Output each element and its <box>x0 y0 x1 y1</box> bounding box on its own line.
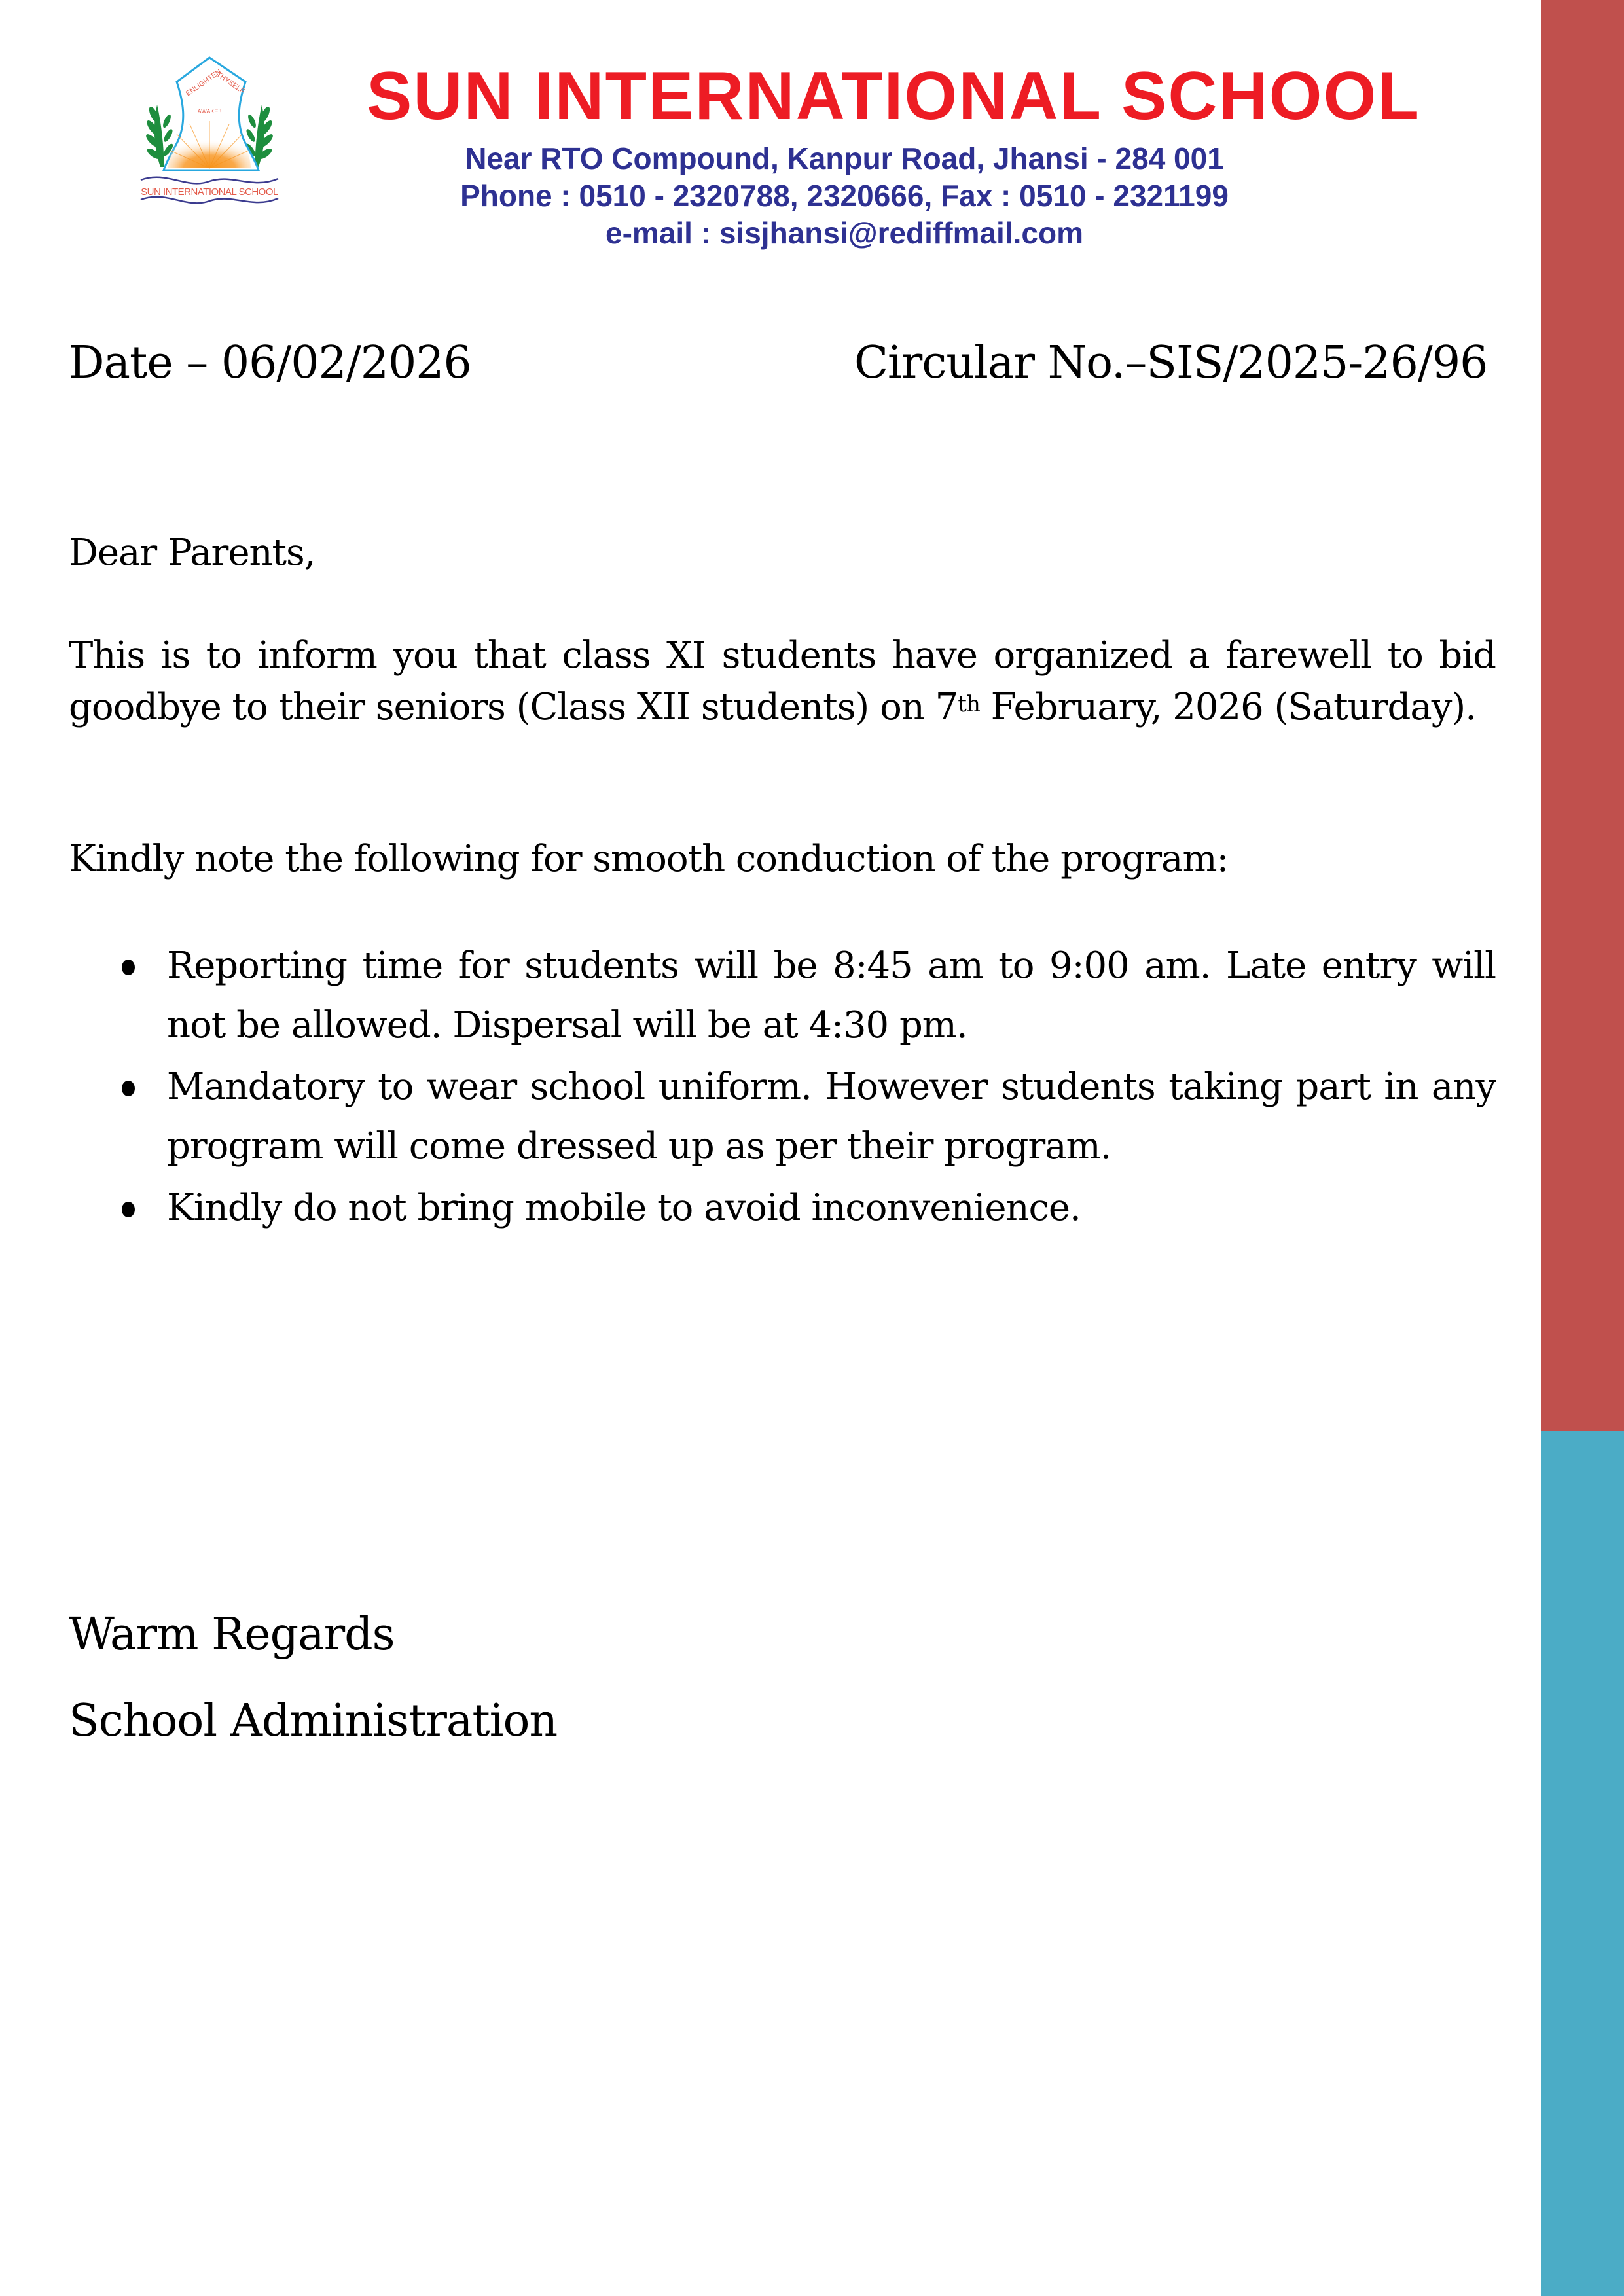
svg-text:ENLIGHTEN: ENLIGHTEN <box>184 67 223 98</box>
date-ordinal-suffix: th <box>958 691 980 717</box>
circular-date: Date – 06/02/2026 <box>69 337 471 389</box>
list-item-text: Reporting time for students will be 8:45 am to 9:00 am. Late entry will not be allowed. Dispersal will be at 4:30 pm. <box>167 944 1496 1047</box>
bullet-icon <box>122 1081 135 1096</box>
svg-text:THYSELF: THYSELF <box>215 70 246 96</box>
list-item-text: Kindly do not bring mobile to avoid inconvenience. <box>167 1187 1081 1229</box>
list-item <box>69 1057 1496 1176</box>
school-address: Near RTO Compound, Kanpur Road, Jhansi - 284 001 <box>465 141 1224 175</box>
list-item <box>69 936 1496 1055</box>
signatory: School Administration <box>69 1695 558 1747</box>
closing-regards: Warm Regards <box>69 1609 395 1660</box>
announcement-date-tail: February, 2026 (Saturday). <box>979 686 1477 728</box>
bullet-icon <box>122 960 135 975</box>
school-logo-icon <box>128 43 291 206</box>
svg-text:SUN INTERNATIONAL SCHOOL: SUN INTERNATIONAL SCHOOL <box>141 187 278 198</box>
instructions-list <box>69 936 1496 1240</box>
decorative-side-bar-red <box>1541 0 1624 1431</box>
bullet-icon <box>122 1202 135 1217</box>
svg-text:AWAKE!!: AWAKE!! <box>197 108 222 115</box>
school-contact-block <box>393 140 1296 252</box>
salutation: Dear Parents, <box>69 531 316 574</box>
circular-number: Circular No.–SIS/2025-26/96 <box>854 337 1488 389</box>
school-phone-fax: Phone : 0510 - 2320788, 2320666, Fax : 0510 - 2321199 <box>460 179 1229 213</box>
instructions-intro: Kindly note the following for smooth conduction of the program: <box>69 838 1229 880</box>
announcement-paragraph <box>69 630 1496 733</box>
list-item <box>69 1178 1496 1238</box>
school-name: SUN INTERNATIONAL SCHOOL <box>367 58 1420 134</box>
announcement-text: This is to inform you that class XI students have organized a farewell to bid goodbye to their seniors (Class XII students) on 7 <box>69 634 1496 728</box>
school-email: e-mail : sisjhansi@rediffmail.com <box>605 216 1083 250</box>
decorative-side-bar-blue <box>1541 1431 1624 2296</box>
list-item-text: Mandatory to wear school uniform. However students taking part in any program will come dressed up as per their program. <box>167 1066 1496 1168</box>
